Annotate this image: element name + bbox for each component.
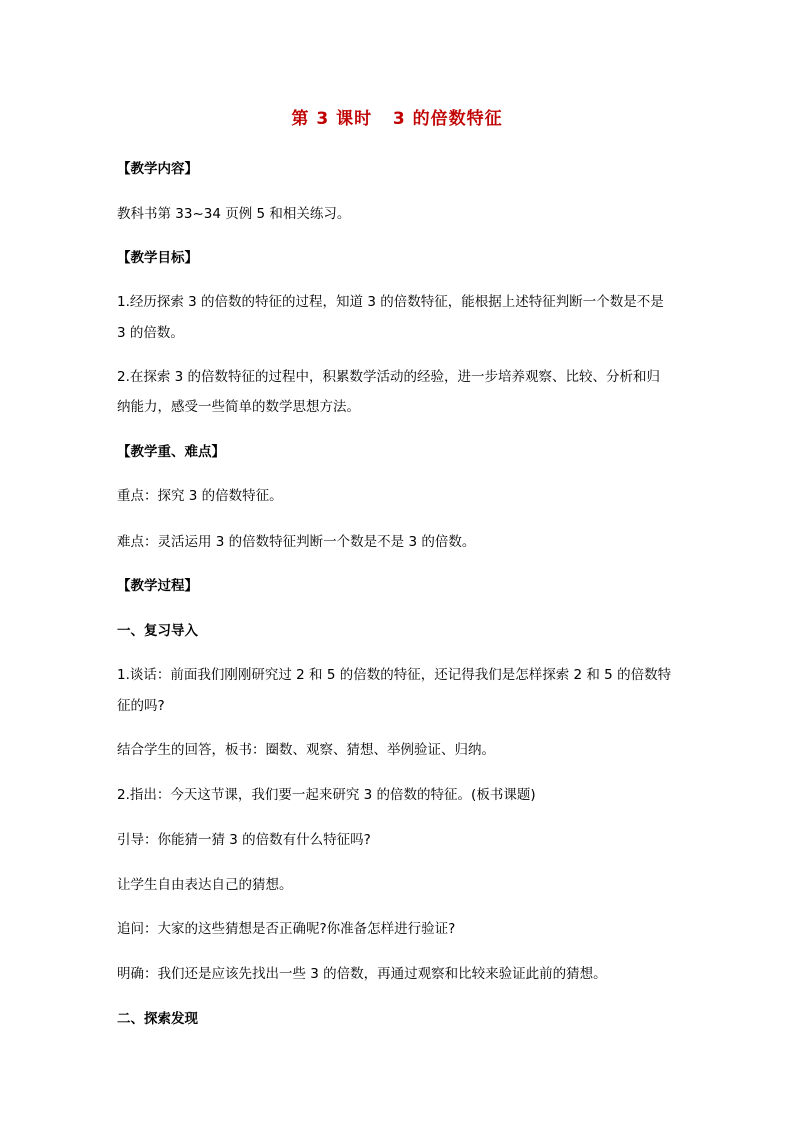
paragraph-clarify: 明确：我们还是应该先找出一些 3 的倍数，再通过观察和比较来验证此前的猜想。 xyxy=(117,966,607,982)
paragraph-guide: 引导：你能猜一猜 3 的倍数有什么特征吗? xyxy=(117,832,371,848)
paragraph-board-writing: 结合学生的回答，板书：圈数、观察、猜想、举例验证、归纳。 xyxy=(117,742,495,758)
section-heading-teaching-process: 【教学过程】 xyxy=(117,578,198,594)
paragraph-students-express: 让学生自由表达自己的猜想。 xyxy=(117,877,293,893)
lesson-title: 第 3 课时 3 的倍数特征 xyxy=(291,109,503,129)
paragraph-goal-1-line-2: 3 的倍数。 xyxy=(117,325,184,341)
section-heading-teaching-content: 【教学内容】 xyxy=(117,161,198,177)
section-heading-key-points: 【教学重、难点】 xyxy=(117,444,225,460)
paragraph-goal-2-line-2: 纳能力，感受一些简单的数学思想方法。 xyxy=(117,399,360,415)
subsection-heading-review: 一、复习导入 xyxy=(117,623,198,639)
paragraph-follow-up: 追问：大家的这些猜想是否正确呢?你准备怎样进行验证? xyxy=(117,921,456,937)
paragraph-key-point: 重点：探究 3 的倍数特征。 xyxy=(117,488,283,504)
paragraph-goal-2-line-1: 2.在探索 3 的倍数特征的过程中，积累数学活动的经验，进一步培养观察、比较、分析和归 xyxy=(117,369,661,385)
subsection-heading-explore: 二、探索发现 xyxy=(117,1011,198,1027)
section-heading-teaching-goals: 【教学目标】 xyxy=(117,250,198,266)
paragraph-review-2: 2.指出：今天这节课，我们要一起来研究 3 的倍数的特征。(板书课题) xyxy=(117,787,536,803)
paragraph-review-1-line-2: 征的吗? xyxy=(117,698,165,714)
paragraph-review-1-line-1: 1.谈话：前面我们刚刚研究过 2 和 5 的倍数的特征，还记得我们是怎样探索 2 和 5 的倍数特 xyxy=(117,667,672,683)
paragraph-textbook-pages: 教科书第 33~34 页例 5 和相关练习。 xyxy=(117,206,351,222)
paragraph-difficulty: 难点：灵活运用 3 的倍数特征判断一个数是不是 3 的倍数。 xyxy=(117,534,476,550)
paragraph-goal-1-line-1: 1.经历探索 3 的倍数的特征的过程，知道 3 的倍数特征，能根据上述特征判断一个数是不是 xyxy=(117,294,664,310)
